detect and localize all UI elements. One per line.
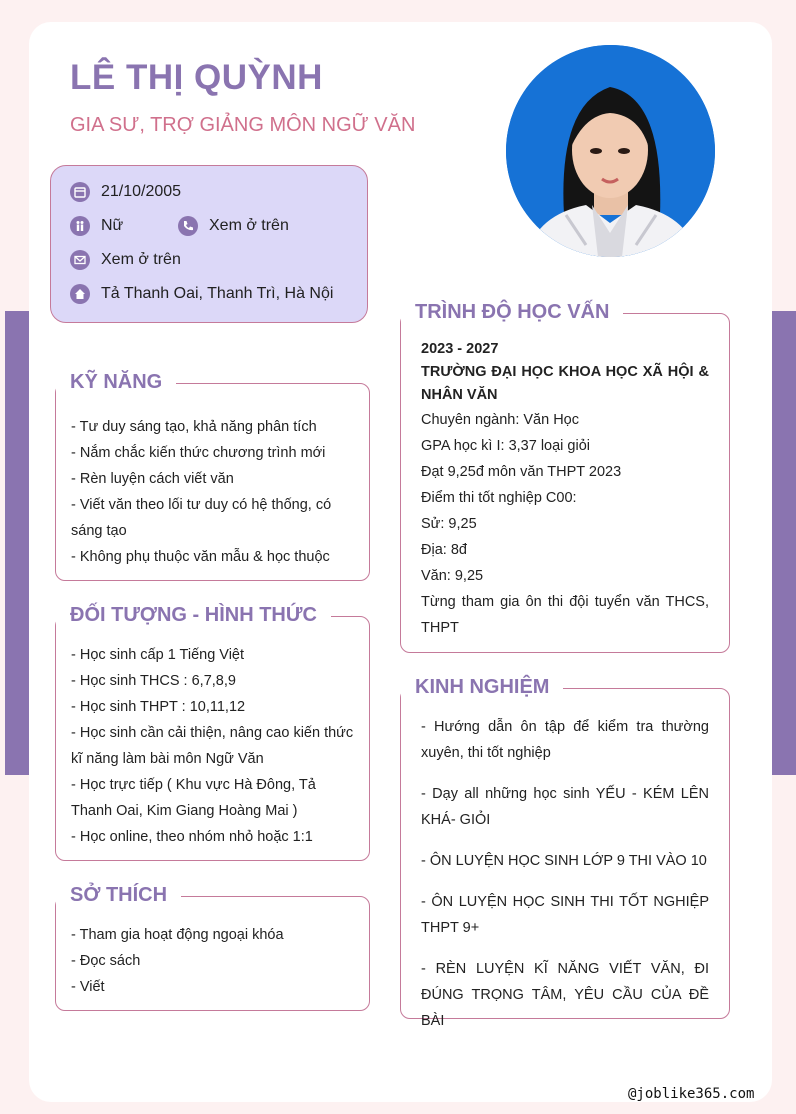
list-item: - Dạy all những học sinh YẾU - KÉM LÊN KHÁ- GIỎI (421, 786, 709, 828)
list-item: GPA học kì I: 3,37 loại giỏi (421, 438, 590, 454)
list-item: - Học trực tiếp ( Khu vực Hà Đông, Tả Thanh Oai, Kim Giang Hoàng Mai ) (71, 777, 316, 819)
profile-photo (506, 45, 715, 257)
gender-row (70, 216, 123, 236)
list-item: Điểm thi tốt nghiệp C00: (421, 490, 577, 506)
candidate-role: GIA SƯ, TRỢ GIẢNG MÔN NGỮ VĂN (70, 114, 416, 136)
address-row (70, 284, 333, 304)
left-accent-band (5, 311, 29, 775)
dob-text: 21/10/2005 (101, 183, 182, 200)
education-title: TRÌNH ĐỘ HỌC VẤN (401, 301, 623, 324)
list-item: - RÈN LUYỆN KĨ NĂNG VIẾT VĂN, ĐI ĐÚNG TRỌNG TÂM, YÊU CẦU CỦA ĐỀ BÀI (421, 961, 709, 1029)
watermark: @joblike365.com (628, 1086, 755, 1102)
list-item: - Không phụ thuộc văn mẫu & học thuộc (71, 549, 330, 565)
targets-title: ĐỐI TƯỢNG - HÌNH THỨC (56, 604, 331, 627)
list-item: Địa: 8đ (421, 542, 467, 558)
list-item: - Nắm chắc kiến thức chương trình mới (71, 445, 326, 461)
list-item: - ÔN LUYỆN HỌC SINH THI TỐT NGHIỆP THPT 9+ (421, 894, 709, 936)
list-item: - Học online, theo nhóm nhỏ hoặc 1:1 (71, 829, 313, 845)
hobbies-list (71, 922, 359, 1000)
hobbies-title: SỞ THÍCH (56, 884, 181, 907)
home-icon (70, 284, 90, 304)
gender-icon (70, 216, 90, 236)
list-item: Sử: 9,25 (421, 516, 477, 532)
dob-row (70, 182, 181, 202)
list-item: - Viết văn theo lối tư duy có hệ thống, có sáng tạo (71, 497, 332, 539)
list-item: - Học sinh cần cải thiện, nâng cao kiến thức kĩ năng làm bài môn Ngữ Văn (71, 725, 354, 767)
list-item: - Viết (71, 979, 105, 995)
list-item: - Học sinh THCS : 6,7,8,9 (71, 673, 236, 689)
gender-text: Nữ (101, 217, 124, 234)
list-item: Văn: 9,25 (421, 568, 484, 584)
list-item: - ÔN LUYỆN HỌC SINH LỚP 9 THI VÀO 10 (421, 853, 707, 869)
phone-text[interactable]: Xem ở trên (209, 217, 289, 234)
list-item: - Tham gia hoạt động ngoại khóa (71, 927, 284, 943)
right-accent-band (772, 311, 796, 775)
list-item: - Rèn luyện cách viết văn (71, 471, 234, 487)
experience-title: KINH NGHIỆM (401, 676, 563, 699)
experience-list (421, 714, 709, 1049)
email-icon (70, 250, 90, 270)
skills-title: KỸ NĂNG (56, 371, 176, 394)
calendar-icon (70, 182, 90, 202)
targets-list (71, 642, 359, 850)
email-row (70, 250, 181, 270)
list-item: - Học sinh cấp 1 Tiếng Việt (71, 647, 245, 663)
list-item: - Hướng dẫn ôn tập để kiểm tra thường xuyên, thi tốt nghiệp (421, 719, 709, 761)
phone-row (178, 216, 289, 236)
list-item: - Đọc sách (71, 953, 141, 969)
education-school: TRƯỜNG ĐẠI HỌC KHOA HỌC XÃ HỘI & NHÂN VĂN (421, 364, 709, 403)
list-item: Đạt 9,25đ môn văn THPT 2023 (421, 464, 622, 480)
list-item: - Tư duy sáng tạo, khả năng phân tích (71, 419, 317, 435)
email-text[interactable]: Xem ở trên (101, 251, 181, 268)
skills-list (71, 414, 359, 570)
education-details (421, 338, 709, 641)
list-item: Chuyên ngành: Văn Học (421, 412, 579, 428)
list-item: Từng tham gia ôn thi đội tuyển văn THCS, THPT (421, 594, 709, 636)
education-years: 2023 - 2027 (421, 341, 499, 357)
candidate-name: LÊ THỊ QUỲNH (70, 58, 323, 97)
address-text: Tả Thanh Oai, Thanh Trì, Hà Nội (101, 285, 334, 302)
phone-icon (178, 216, 198, 236)
list-item: - Học sinh THPT : 10,11,12 (71, 699, 246, 715)
